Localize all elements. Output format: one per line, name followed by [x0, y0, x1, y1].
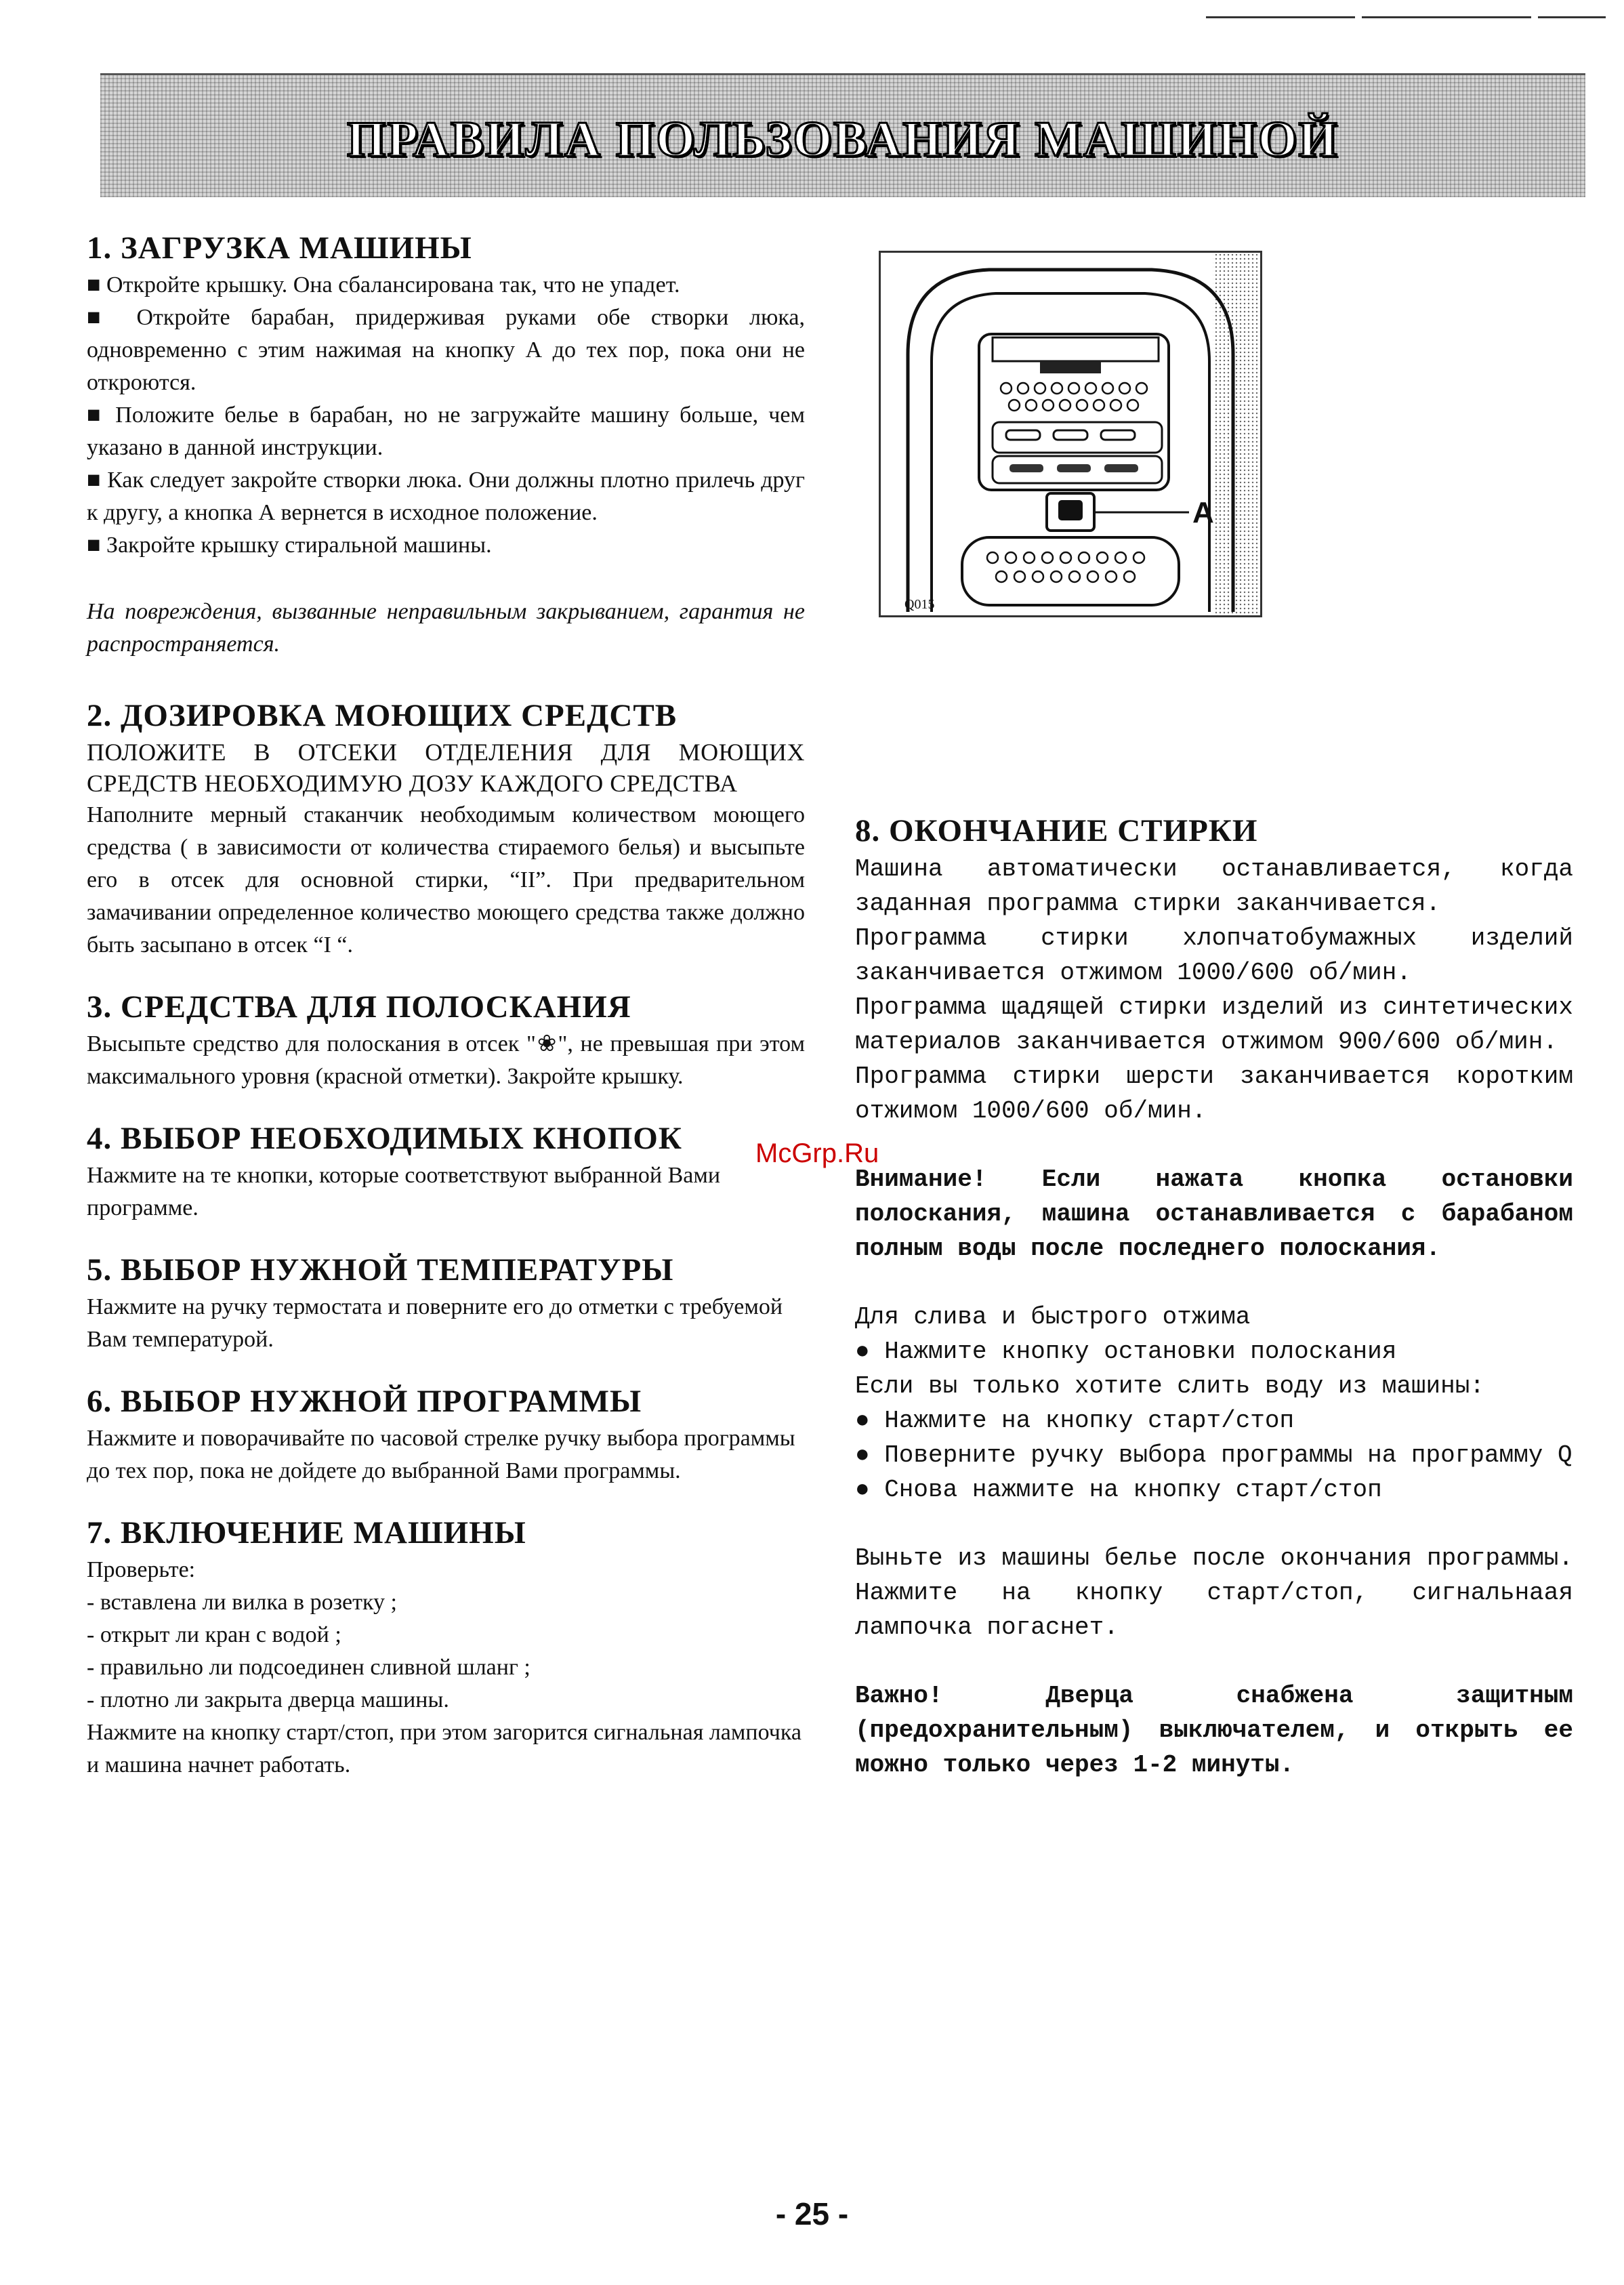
drain-line: ● Поверните ручку выбора программы на программу Q — [855, 1441, 1573, 1469]
section-rinse — [87, 986, 805, 1093]
section-heading: 7. ВКЛЮЧЕНИЕ МАШИНЫ — [87, 1515, 526, 1550]
section-text: Нажмите на ручку термостата и поверните его до отметки с требуемой Вам температурой. — [87, 1294, 783, 1352]
section-paragraph: Программа стирки шерсти заканчивается коротким отжимом 1000/600 об/мин. — [855, 1063, 1573, 1125]
section-loading — [87, 227, 805, 661]
instruction-line: ■ Откройте крышку. Она сбалансирована так, что не упадет. — [87, 272, 680, 297]
section-text: Нажмите и поворачивайте по часовой стрелке ручку выбора программы до тех пор, пока не дойдете до выбранной Вами программы. — [87, 1426, 795, 1483]
instruction-line: ■ Закройте крышку стиральной машины. — [87, 533, 492, 558]
page-number: - 25 - — [775, 2196, 849, 2231]
drain-line: ● Нажмите кнопку остановки полоскания — [855, 1338, 1397, 1365]
important-text: Важно! Дверца снабжена защитным (предохранительным) выключателем, и открыть ее можно только через 1-2 минуты. — [855, 1682, 1573, 1779]
section-heading: 6. ВЫБОР НУЖНОЙ ПРОГРАММЫ — [87, 1384, 642, 1419]
section-paragraph: Программа стирки хлопчатобумажных изделий заканчивается отжимом 1000/600 об/мин. — [855, 924, 1573, 987]
checklist-line: - плотно ли закрыта дверца машины. — [87, 1687, 449, 1712]
drain-line: Если вы только хотите слить воду из машины: — [855, 1372, 1484, 1400]
button-a-label: A — [1192, 496, 1214, 529]
section-paragraph: Программа щадящей стирки изделий из синтетических материалов заканчивается отжимом 900/600 об/мин. — [855, 993, 1573, 1056]
drain-line: Для слива и быстрого отжима — [855, 1303, 1251, 1331]
section-text: Высыпьте средство для полоскания в отсек "❀", не превышая при этом максимального уровня (красной отметки). Закройте крышку. — [87, 1031, 805, 1089]
checklist-line: Проверьте: — [87, 1557, 196, 1582]
caps-instruction: ПОЛОЖИТЕ В ОТСЕКИ ОТДЕЛЕНИЯ ДЛЯ МОЮЩИХ СРЕДСТВ НЕОБХОДИМУЮ ДОЗУ КАЖДОГО СРЕДСТВА — [87, 739, 805, 797]
title-banner — [100, 73, 1585, 197]
section-heading: 3. СРЕДСТВА ДЛЯ ПОЛОСКАНИЯ — [87, 989, 631, 1025]
checklist-line: - открыт ли кран с водой ; — [87, 1622, 341, 1647]
drain-line: ● Нажмите на кнопку старт/стоп — [855, 1407, 1295, 1435]
warranty-note: На повреждения, вызванные неправильным закрыванием, гарантия не распространяется. — [87, 599, 805, 657]
washer-top-drawing — [881, 253, 1260, 615]
watermark: McGrp.Ru — [755, 1138, 879, 1168]
checklist-line: - правильно ли подсоединен сливной шланг ; — [87, 1655, 530, 1680]
instruction-line: ■ Откройте барабан, придерживая руками обе створки люка, одновременно с этим нажимая на кнопку А до тех пор, пока они не откроются. — [87, 305, 805, 395]
washer-illustration — [879, 251, 1262, 617]
section-heading: 5. ВЫБОР НУЖНОЙ ТЕМПЕРАТУРЫ — [87, 1252, 674, 1288]
instruction-line: ■ Положите белье в барабан, но не загружайте машину больше, чем указано в данной инструкции. — [87, 403, 805, 460]
top-rule-3 — [1538, 16, 1606, 18]
section-start — [87, 1512, 805, 1782]
right-column — [855, 810, 1573, 1782]
figure-code: Q015 — [904, 597, 935, 612]
section-heading: 8. ОКОНЧАНИЕ СТИРКИ — [855, 813, 1258, 848]
instruction-line: ■ Как следует закройте створки люка. Они должны плотно прилечь друг к другу, а кнопка А вернется в исходное положение. — [87, 468, 805, 525]
section-paragraph: Машина автоматически останавливается, когда заданная программа стирки заканчивается. — [855, 855, 1573, 918]
section-text: Наполните мерный стаканчик необходимым количеством моющего средства ( в зависимости от количества стираемого белья) и высыпьте его в отсек для основной стирки, “II”. При предварительном замачивании определенное количество моющего средства также должно быть засыпано в отсек “I “. — [87, 802, 805, 958]
section-heading: 1. ЗАГРУЗКА МАШИНЫ — [87, 230, 472, 266]
drain-line: ● Снова нажмите на кнопку старт/стоп — [855, 1476, 1382, 1504]
section-dosage — [87, 695, 805, 962]
section-text: Нажмите на те кнопки, которые соответствуют выбранной Вами программе. — [87, 1163, 721, 1220]
section-heading: 4. ВЫБОР НЕОБХОДИМЫХ КНОПОК — [87, 1121, 682, 1156]
left-column — [87, 227, 805, 1782]
top-rule-2 — [1362, 16, 1531, 18]
checklist-line: - вставлена ли вилка в розетку ; — [87, 1590, 397, 1615]
remove-laundry-text: Выньте из машины белье после окончания программы. Нажмите на кнопку старт/стоп, сигнальнаая лампочка погаснет. — [855, 1544, 1573, 1641]
section-buttons — [87, 1117, 805, 1224]
page-title: ПРАВИЛА ПОЛЬЗОВАНИЯ МАШИНОЙ — [346, 111, 1339, 167]
top-rule-1 — [1206, 16, 1355, 18]
section-temperature — [87, 1249, 805, 1356]
section-heading: 2. ДОЗИРОВКА МОЮЩИХ СРЕДСТВ — [87, 698, 678, 733]
section-program — [87, 1380, 805, 1487]
warning-text: Внимание! Если нажата кнопка остановки полоскания, машина останавливается с барабаном полным воды после последнего полоскания. — [855, 1166, 1573, 1262]
checklist-line: Нажмите на кнопку старт/стоп, при этом загорится сигнальная лампочка и машина начнет работать. — [87, 1720, 801, 1777]
